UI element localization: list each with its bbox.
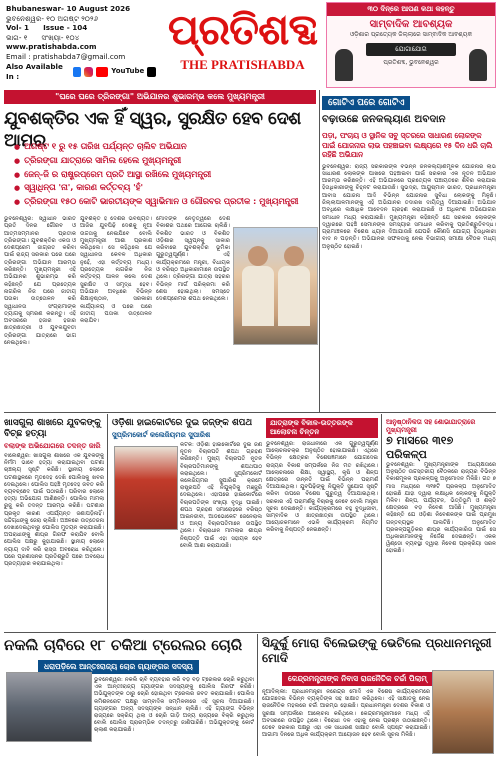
lead-headline: ଯୁବଶକ୍ତିର ଏକ ହିଁ ସ୍ୱର, ସୁରକ୍ଷିତ ହେବ ଦେଶ ଆମର [4,109,301,151]
story-left-body: ବାଲେଶ୍ୱର: ଖାସଗୁଲା ଶାଖରେ ଏକ ଯୁବକଙ୍କୁ ନିର୍ମମ ଭାବେ ହତ୍ୟା କରାଯାଇଥିବା ଘଟଣା ଚାଞ୍ଚଲ୍ୟ ସୃଷ୍ଟି କରିଛି। ସ୍ଥାନୀୟ ଲୋକେ ଘଟଣାସ୍ଥଳରେ ମୃତଦେହ ଦେଖି ପୋଲିସକୁ ଖବର ଦେଇଥିଲେ। ପୋଲିସ ପହଞ୍ଚି ମୃତଦେହ ଜବତ କରି ବ୍ୟବଚ୍ଛେଦ ପାଇଁ ପଠାଇଛି। ପରିବାର ଲୋକେ ହତ୍ୟା ଅଭିଯୋଗ ଆଣିଛନ୍ତି। ପୋଲିସ ମାମଲା ରୁଜୁ କରି ତଦନ୍ତ ଆରମ୍ଭ କରିଛି। ଘଟଣାର ପ୍ରକୃତ କାରଣ ଏପର୍ଯ୍ୟନ୍ତ ଜଣାପଡ଼ିନାହିଁ। ସନ୍ଦିଗ୍ଧଙ୍କୁ ଜେରା ଚାଲିଛି। ଅଞ୍ଚଳରେ ଉତ୍ତେଜନା ଦେଖାଦେଇଥିବାରୁ ପୋଲିସ ମୁତୟନ କରାଯାଇଛି। ଅପରାଧୀଙ୍କୁ ଶୀଘ୍ର ଗିରଫ କରାଯିବ ବୋଲି ପୋଲିସ ପକ୍ଷରୁ କୁହାଯାଇଛି। ସ୍ଥାନୀୟ ଲୋକେ ନ୍ୟାୟ ଦାବି କରି ରାସ୍ତା ଅବରୋଧ କରିଥିଲେ। ପରେ ପ୍ରଶାସନର ପ୍ରତିଶ୍ରୁତି ପରେ ଅବରୋଧ ପ୍ରତ୍ୟାହାର କରାଯାଇଥିଲା। [4,453,104,568]
story-left-title: ଖାସଗୁଲା ଶାଖରେ ଯୁବକଙ୍କୁ ବିଚ୍ଛ ହତ୍ୟା [4,418,101,439]
high-court-photo [114,446,178,530]
lead-bullet: ● ଜେନ୍-ଜି ର ରାଷ୍ଟ୍ରପ୍ରେମ ପ୍ରତି ଆସ୍ଥା ରଖିଲେ ମୁଖ୍ୟମନ୍ତ୍ରୀ [14,168,314,182]
right-lead-subtitle: ପଡ଼ା, ପଂଚାୟ ଓ ସ୍ଥାନିକ ସବୁ ସ୍ତରରେ ସାଧାରଣ ଲୋକଙ୍କ ପାଇଁ ଯୋଜନାର ଲାଭ ପହଞ୍ଚାଇବା ଲକ୍ଷ୍ୟରେ ୧୫ ଦିନ ଧରି ଚାଲି ରହିଛି ଅଭିଯାନ [322,131,493,159]
story-bottom-left-title: ନକଲି ଚାବିରେ ୧୮ ଚକିଆ ଟ୍ରେଲର ଚୋରି [4,636,243,654]
lead-bullet: ● ଅଗଷ୍ଟ ୧ ରୁ ୧୫ ତାରିଖ ପର୍ଯ୍ୟନ୍ତ ଚାଲିବ ଅଭିଯାନ [14,140,314,154]
dateline-odia: ଭୁବନେଶ୍ୱର- ୧୦ ଅଗଷ୍ଟ ୨୦୨୬ [6,13,99,23]
email-link[interactable]: Email : pratishabda7@gmail.com [6,51,126,61]
right-lead-kicker: ଗୋଟିଏ ପରେ ଗୋଟିଏ [322,96,410,110]
website-link[interactable]: www.pratishabda.com [6,42,97,51]
right-lead-story [322,90,496,332]
microphone-icon [469,49,487,81]
story-left-subtitle: ବଲାଙ୍କ ଅଭିଯୋଗରେ ତଦନ୍ତ ଜାରି [4,442,101,450]
story-bottom-left-subtitle: ଧରାପଡ଼ିଲେ ଆନ୍ତଃରାଜ୍ୟ ଚୋର ଗ୍ୟାଙ୍ଗର ସଦସ୍ୟ [38,660,199,674]
volume-odia: ଭାଗ- ୧ [6,32,28,42]
newspaper-logo [165,2,320,72]
promo-box [326,2,496,88]
promo-badge: ଯୋଗାଯୋଗ [366,43,456,56]
column-divider [257,634,258,756]
story-bottom-right-body: ନୂଆଦିଲ୍ଲୀ: ପ୍ରଧାନମନ୍ତ୍ରୀ ନରେନ୍ଦ୍ର ମୋଦି ଏକ ବିଶେଷ କାର୍ଯ୍ୟକ୍ରମରେ ଯୋଗଦେଇ ବିଭିନ୍ନ ବ୍ୟକ୍ତିଙ୍କ ସହ ସାକ୍ଷାତ କରିଥିଲେ। ଏହି ସାକ୍ଷାତକୁ ନେଇ ରାଜନୈତିକ ମହଲରେ ଚର୍ଚ୍ଚା ଆରମ୍ଭ ହୋଇଛି। ପ୍ରଧାନମନ୍ତ୍ରୀ ଦେଶର ବିକାଶ ଓ ସୁରକ୍ଷା ସମ୍ପର୍କରେ ଆଲୋଚନା କରିଥିଲେ। କେନ୍ଦ୍ରମନ୍ତ୍ରୀମାନେ ମଧ୍ୟ ଏହି ଅବସରରେ ଉପସ୍ଥିତ ଥିଲେ। ବିରୋଧୀ ଦଳ ଏହାକୁ ନେଇ ପ୍ରଶ୍ନ ଉଠାଇଛନ୍ତି। ତେବେ ସରକାର ପକ୍ଷରୁ ଏହା ଏକ ସାଧାରଣ ସାକ୍ଷାତ ବୋଲି ସ୍ପଷ୍ଟ କରାଯାଇଛି। ଆଗାମୀ ଦିନରେ ଅଧିକ କାର୍ଯ୍ୟକ୍ରମ ଆୟୋଜନ ହେବ ବୋଲି ସୂଚନା ମିଳିଛି। [262,689,430,739]
section-divider [4,412,496,413]
story-mid2 [266,418,378,628]
column-divider [381,414,382,630]
social-row [6,62,156,81]
column-divider [319,90,320,412]
lead-body-col2: ଯୁବଶକ୍ତି ହିଁ ଦେଶର ଭବିଷ୍ୟତ। ଆଜିର ଯୁବପିଢ଼ି ଦେଶକୁ ନୂଆ ଉଚ୍ଚତାକୁ ନେଇଯିବେ ବୋଲି ମୁଖ୍ୟମନ୍ତ୍ରୀ ଆଶା ପ୍ରକାଶ କରିଥିଲେ। ସେ କହିଥିଲେ ଯେ ସ୍ୱାଧୀନତା କେବଳ ଅଧିକାର ନୁହେଁ, ଏହା କର୍ତ୍ତବ୍ୟ ମଧ୍ୟ। ପ୍ରତ୍ୟେକ ନାଗରିକ ନିଜ କର୍ତ୍ତବ୍ୟ ପାଳନ କଲେ ଦେଶ ସୁରକ୍ଷିତ ଓ ସମୃଦ୍ଧ ହେବ। ଅଭିଯାନ ଅବଧିରେ ବିଭିନ୍ନ ଶିକ୍ଷାନୁଷ୍ଠାନ, ସରକାରୀ କାର୍ଯ୍ୟାଳୟ ଓ ଘରେ ଘରେ ଜାତୀୟ ପତାକା ଉତ୍ତୋଳନ କରାଯିବ। [80,216,152,325]
issue: Issue - 104 [43,23,88,32]
section-divider [4,632,496,633]
story-right-kicker: ଆନୁଷ୍ଠାନିକତା ସହ ଶୋଭାଯାତ୍ରାରେ ମୁଖ୍ୟମନ୍ତ୍ରୀ [386,418,476,434]
story-right-body: ଭୁବନେଶ୍ୱର: ମୁଖ୍ୟମନ୍ତ୍ରୀଙ୍କ ଅଧ୍ୟକ୍ଷତାରେ ଅନୁଷ୍ଠିତ ଉଚ୍ଚସ୍ତରୀୟ ବୈଠକରେ ରାଜ୍ୟର ବିଭିନ୍ନ ବିକାଶମୂଳକ ପ୍ରକଳ୍ପକୁ ଅନୁମୋଦନ ମିଳିଛି। ଗତ ୭ ମାସ ମଧ୍ୟରେ ୩୧୭ଟି ପ୍ରକଳ୍ପ ଅନୁମୋଦିତ ହୋଇଛି ଯାହା ଦ୍ୱାରା ଲକ୍ଷାଧିକ ଲୋକଙ୍କୁ ନିଯୁକ୍ତି ମିଳିବ। ଶିଳ୍ପ, ପର୍ଯ୍ୟଟନ, ଭିତ୍ତିଭୂମି ଓ ଶକ୍ତି କ୍ଷେତ୍ରରେ ବଡ଼ ନିବେଶ ଆସିଛି। ମୁଖ୍ୟମନ୍ତ୍ରୀ କହିଛନ୍ତି ଯେ ଓଡ଼ିଶା ନିବେଶକଙ୍କ ପାଇଁ ପ୍ରମୁଖ ଗନ୍ତବ୍ୟସ୍ଥଳ ପାଲଟିଛି। ଅନୁମୋଦିତ ପ୍ରକଳ୍ପଗୁଡ଼ିକର ଶୀଘ୍ର କାର୍ଯ୍ୟକାରିତା ପାଇଁ ସେ ଅଧିକାରୀମାନଙ୍କୁ ନିର୍ଦ୍ଦେଶ ଦେଇଛନ୍ତି। ଏକକ ୱିଣ୍ଡୋ ବ୍ୟବସ୍ଥା ଦ୍ୱାରା ନିବେଶ ପ୍ରକ୍ରିୟା ସରଳ ହୋଇଛି। [386,462,496,555]
masthead [0,0,500,90]
story-mid-title: ଓଡ଼ିଶା ହାଇକୋର୍ଟରେ ଦୁଇ ଜଜ୍‌ଙ୍କ ଶପଥ [112,418,253,428]
masthead-meta [6,4,156,81]
column-divider [107,414,108,630]
promo-line2: ଓଡ଼ିଶାର ପ୍ରତ୍ୟେକ ଜିଲ୍ଲାରେ ସାମ୍ବାଦିକ ଆବଶ୍ୟକ [349,31,473,38]
dateline: Bhubaneswar- 10 August 2026 [6,4,131,13]
story-mid2-body: ଭୁବନେଶ୍ୱର: ରାଜଧାନୀରେ ଏକ ଗୁରୁତ୍ୱପୂର୍ଣ୍ଣ ଆଲୋଚନାଚକ୍ର ଅନୁଷ୍ଠିତ ହୋଇଯାଇଛି। ଏଥିରେ ବିଭିନ୍ନ କ୍ଷେତ୍ରର ବିଶେଷଜ୍ଞମାନେ ଯୋଗଦେଇ ରାଜ୍ୟର ବିକାଶ ସମ୍ପର୍କରେ ନିଜ ମତ ରଖିଥିଲେ। ଆଲୋଚନାରେ ଶିକ୍ଷା, ସ୍ୱାସ୍ଥ୍ୟ, କୃଷି ଓ ଶିଳ୍ପ କ୍ଷେତ୍ରରେ ଉନ୍ନତି ପାଇଁ ବିଭିନ୍ନ ପରାମର୍ଶ ଦିଆଯାଇଥିଲା। ଯୁବପିଢ଼ିଙ୍କୁ ନିଯୁକ୍ତି ସୁଯୋଗ ସୃଷ୍ଟି କରିବା ଉପରେ ବିଶେଷ ଗୁରୁତ୍ୱ ଦିଆଯାଇଥିଲା। ସରକାର ଏହି ପରାମର୍ଶକୁ ବିଚାରକୁ ନେବେ ବୋଲି ମନ୍ତ୍ରୀ ସୂଚନା ଦେଇଛନ୍ତି। କାର୍ଯ୍ୟକ୍ରମରେ ବହୁ ବୁଦ୍ଧିଜୀବୀ, ସାମ୍ବାଦିକ ଓ ଛାତ୍ରଛାତ୍ରୀ ଉପସ୍ଥିତ ଥିଲେ। ଆୟୋଜକମାନେ ଏଭଳି କାର୍ଯ୍ୟକ୍ରମ ନିୟମିତ କରିବାକୁ ନିଷ୍ପତ୍ତି ନେଇଛନ୍ତି। [266,441,378,534]
story-bottom-right-subtitle: କେନ୍ଦ୍ରମନ୍ତ୍ରୀଙ୍କ ନିବାସ ରାଜନୈତିକ ଚର୍ଚ୍ଚା ପିଲାମ୍ [282,672,433,686]
story-mid-body: କଟକ: ଓଡ଼ିଶା ହାଇକୋର୍ଟରେ ଦୁଇ ଜଣ ନୂତନ ବିଚାରପତି ଶପଥ ଗ୍ରହଣ କରିଛନ୍ତି। ମୁଖ୍ୟ ବିଚାରପତି ନୂତନ ବିଚାରପତିମାନଙ୍କୁ ଶପଥପାଠ କରାଇଥିଲେ। ସୁପ୍ରିମକୋର୍ଟ କଲେଜିୟମର ସୁପାରିଶ କ୍ରମେ ରାଷ୍ଟ୍ରପତି ଏହି ନିଯୁକ୍ତିକୁ ମଞ୍ଜୁରି ଦେଇଥିଲେ। ଏହାପରେ ହାଇକୋର୍ଟରେ ବିଚାରପତିଙ୍କ ସଂଖ୍ୟା ବୃଦ୍ଧି ପାଇଛି। ଶପଥ ଗ୍ରହଣ ସମାରୋହରେ ବରିଷ୍ଠ ଆଇନଜୀବୀ, ଆଡଭୋକେଟ ଜେନେରାଲ ଓ ଅନ୍ୟ ବିଚାରପତିମାନେ ଉପସ୍ଥିତ ଥିଲେ। ବିଚାରାଧୀନ ମାମଲାର ଶୀଘ୍ର ନିଷ୍ପତ୍ତି ପାଇଁ ଏହା ସହାୟକ ହେବ ବୋଲି ଆଶା କରାଯାଉଛି। [180,442,262,549]
promo-line1: ୩୦ ଦିନ୍ରେ ଆପଣ କଥା କହନ୍ତୁ [327,3,495,16]
lead-bullet: ● ତ୍ରିରଙ୍ଗା ଯାତ୍ରାରେ ସାମିଲ ହେଲେ ମୁଖ୍ୟମନ୍ତ୍ରୀ [14,154,314,168]
logo-english: THE PRATISHABDA [180,57,305,72]
issue-odia: ସଂଖ୍ୟା- ୧୦୪ [41,32,80,42]
police-photo [6,672,92,742]
facebook-icon[interactable] [73,67,82,77]
promo-line3: ପ୍ରତିଶବ୍ଦ, ଭୁବନେଶ୍ୱର [383,59,439,66]
youtube-label: YouTube [111,66,145,75]
logo-odia: ପ୍ରତିଶବ୍ଦ [167,5,318,54]
story-mid2-title: ଯାତ୍ରାଙ୍କ ବିକାଳ-ଉତ୍ତରଙ୍କ ଆଲୋଚନା ଚିନ୍ତନ [266,418,378,438]
x-icon[interactable] [147,67,156,77]
lead-bullet: ● ତ୍ରିରଙ୍ଗା ୧୫୦ କୋଟି ଭାରତୀୟଙ୍କ ସ୍ୱାଭିମାନ ଓ ଗୌରବର ପ୍ରତୀକ : ମୁଖ୍ୟମନ୍ତ୍ରୀ [14,195,314,209]
story-right-title: ୭ ମାସରେ ୩୧୭ ପରିକଳ୍ପ [386,434,454,461]
promo-title: ସାମ୍ବାଦିକ ଆବଶ୍ୟକ [369,19,453,30]
right-lead-body: ଭୁବନେଶ୍ୱର: ରାଜ୍ୟ ସରକାରଙ୍କ ବିଭିନ୍ନ ଜନକଲ୍ୟାଣମୂଳକ ଯୋଜନାର ଲାଭ ସାଧାରଣ ଲୋକଙ୍କ ପାଖରେ ପହଞ୍ଚାଇବା ପାଇଁ ସରକାର ଏକ ନୂତନ ଅଭିଯାନ ଆରମ୍ଭ କରିଛନ୍ତି। ଏହି ଅଭିଯାନରେ ପ୍ରତ୍ୟେକ ପଞ୍ଚାୟତରେ ଶିବିର କରାଯାଇ ହିତାଧିକାରୀଙ୍କୁ ଚିହ୍ନଟ କରାଯାଉଛି। ସୁଭଦ୍ରା, ଆୟୁଷ୍ମାନ ଭାରତ, ପ୍ରଧାନମନ୍ତ୍ରୀ ଆବାସ ଯୋଜନା ଆଦି ବିଭିନ୍ନ ଯୋଜନାର ସୁବିଧା ଲୋକଙ୍କୁ ମିଳୁଛି। ଜିଲ୍ଲାପାଳମାନଙ୍କୁ ଏହି ଅଭିଯାନର ତଦାରଖ ଦାୟିତ୍ୱ ଦିଆଯାଇଛି। ଅଭିଯାନ ଅବଧିରେ ଲକ୍ଷାଧିକ ଆବେଦନ ଗ୍ରହଣ କରାଯାଇଛି ଓ ଅଧିକାଂଶ ଅଭିଯୋଗର ସମାଧାନ ମଧ୍ୟ କରାଯାଇଛି। ମୁଖ୍ୟମନ୍ତ୍ରୀ କହିଛନ୍ତି ଯେ ସରକାର ଲୋକଙ୍କ ଦ୍ୱାରରେ ପହଞ୍ଚି ସେମାନଙ୍କ ସମସ୍ୟାର ସମାଧାନ କରିବାକୁ ପ୍ରତିଶ୍ରୁତିବଦ୍ଧ। ଗ୍ରାମାଞ୍ଚଳରେ ବିଶେଷ ଧ୍ୟାନ ଦିଆଯାଉଛି ଯେପରି କୌଣସି ଯୋଗ୍ୟ ହିତାଧିକାରୀ ବାଦ ନ ପଡ଼ନ୍ତି। ଅଭିଯାନର ସଫଳତାକୁ ନେଇ ବିଭାଗୀୟ ସମୀକ୍ଷା ବୈଠକ ମଧ୍ୟ ଅନୁଷ୍ଠିତ ହୋଇଛି। [322,163,496,250]
lead-banner: "ଘରେ ଘରେ ତ୍ରିରଙ୍ଗା" ଅଭିଯାନର ଶୁଭାରମ୍ଭ କଲେ ମୁଖ୍ୟମନ୍ତ୍ରୀ [4,90,316,104]
story-bottom-right-title: ସିନ୍ଦୁର୍କୁ ମୋରା ବିଲେଇଙ୍କୁ ଭେଟିଲେ ପ୍ରଧାନମନ୍ତ୍ରୀ ମୋଦି [262,636,492,665]
story-left [4,418,104,628]
right-lead-title: ବଢ଼ାଉଛେ ଜନକଲ୍ୟାଣ ଅବଦାନ [322,114,446,125]
pm-photo [432,670,494,754]
volume: Vol- 1 [6,23,30,32]
instagram-icon[interactable] [84,67,93,77]
microphone-icon [335,49,353,81]
lead-photo [233,227,318,345]
story-bottom-left-body: ଭୁବନେଶ୍ୱର: ନକଲି ଚାବି ବ୍ୟବହାର କରି ବଡ଼ ବଡ଼ ଟ୍ରେଲର ଚୋରି କରୁଥିବା ଏକ ଆନ୍ତଃରାଜ୍ୟ ଗ୍ୟାଙ୍ଗର ସଦସ୍ୟଙ୍କୁ ପୋଲିସ ଗିରଫ କରିଛି। ଅଭିଯୁକ୍ତଙ୍କ ଠାରୁ ଚୋରି ହୋଇଥିବା ଟ୍ରେଲର ଜବତ କରାଯାଇଛି। ପୋଲିସ କମିଶନରେଟ ପକ୍ଷରୁ ସାମ୍ବାଦିକ ସମ୍ମିଳନୀରେ ଏହି ସୂଚନା ଦିଆଯାଇଛି। ଗ୍ୟାଙ୍ଗର ଅନ୍ୟ ସଦସ୍ୟଙ୍କ ସନ୍ଧାନ ଚାଲିଛି। ଏହି ଗ୍ୟାଙ୍ଗ ବିଭିନ୍ନ ରାଜ୍ୟରେ ସକ୍ରିୟ ଥିଲା ଓ ଚୋରି ଗାଡ଼ି ଅନ୍ୟ ରାଜ୍ୟରେ ବିକ୍ରି କରୁଥିଲା ବୋଲି ପୋଲିସ ପ୍ରାରମ୍ଭିକ ତଦନ୍ତରୁ ଜାଣିପାରିଛି। ଅଭିଯୁକ୍ତଙ୍କୁ କୋର୍ଟ ଚାଲାଣ କରାଯାଇଛି। [94,677,254,734]
lead-bullets [14,140,314,209]
available-on-label: Also Available In : [6,62,63,81]
story-right [386,418,496,628]
story-mid-subtitle: ସୁପ୍ରିମକୋର୍ଟ କଲେଜିୟମର ସୁପାରିଶ [112,431,211,439]
lead-bullet: ● ସ୍ୱାଧିନ୍ତା 'ନା', କାରଣ କର୍ତ୍ତବ୍ୟ 'ହଁ' [14,181,314,195]
lead-body-col1: ଭୁବନେଶ୍ୱର: ସ୍ୱାଧୀନ ଭାରତ ପ୍ରତି ଦିନର ଗୌରବ ଓ ଆତ୍ମସମ୍ମାନର ପ୍ରତୀକ ତ୍ରିରଙ୍ଗା। ଯୁବଶକ୍ତିର ଏକତା ଓ ଦେଶପ୍ରେମ ଜାଗ୍ରତ କରିବା ପାଇଁ ରାଜ୍ୟ ସରକାର ଘରେ ଘରେ ତ୍ରିରଙ୍ଗା ଅଭିଯାନ ଆରମ୍ଭ କରିଛନ୍ତି। ମୁଖ୍ୟମନ୍ତ୍ରୀ ଏହି ଅଭିଯାନର ଶୁଭାରମ୍ଭ କରି କହିଛନ୍ତି ଯେ ପ୍ରତ୍ୟେକ ନାଗରିକ ନିଜ ଘରେ ଜାତୀୟ ପତାକା ଉତ୍ତୋଳନ କରି ସ୍ୱାଧୀନତା ସଂଗ୍ରାମୀଙ୍କ ତ୍ୟାଗକୁ ସ୍ମରଣ କରନ୍ତୁ। ଏହି ଅବସରରେ ହଜାର ହଜାର ଛାତ୍ରଛାତ୍ରୀ ଓ ଯୁବକଯୁବତୀ ତ୍ରିରଙ୍ଗା ଯାତ୍ରାରେ ଭାଗ ନେଇଥିଲେ। [4,216,76,347]
lead-body-col3: ମୋଦିଙ୍କ ନେତୃତ୍ୱରେ ଦେଶ ବିକାଶର ପଥରେ ଆଗେଇ ଚାଲିଛି। ବିକଶିତ ଭାରତ ଓ ବିକଶିତ ଓଡ଼ିଶାର ସ୍ୱପ୍ନକୁ ସାକାର କରିବାରେ ଯୁବଶକ୍ତିର ଭୂମିକା ଗୁରୁତ୍ୱପୂର୍ଣ୍ଣ। ଏହି କାର୍ଯ୍ୟକ୍ରମରେ ମନ୍ତ୍ରୀ, ବିଧାୟକ ଓ ବରିଷ୍ଠ ଅଧିକାରୀମାନେ ଉପସ୍ଥିତ ଥିଲେ। ତ୍ରିରଙ୍ଗା ଯାତ୍ରା ସହରର ବିଭିନ୍ନ ମାର୍ଗ ପରିକ୍ରମା କରି ଶେଷ ହୋଇଥିଲା। ସମସ୍ତେ ଦେଶପ୍ରେମର ଶପଥ ନେଇଥିଲେ। [156,216,230,303]
youtube-icon[interactable] [96,67,108,77]
